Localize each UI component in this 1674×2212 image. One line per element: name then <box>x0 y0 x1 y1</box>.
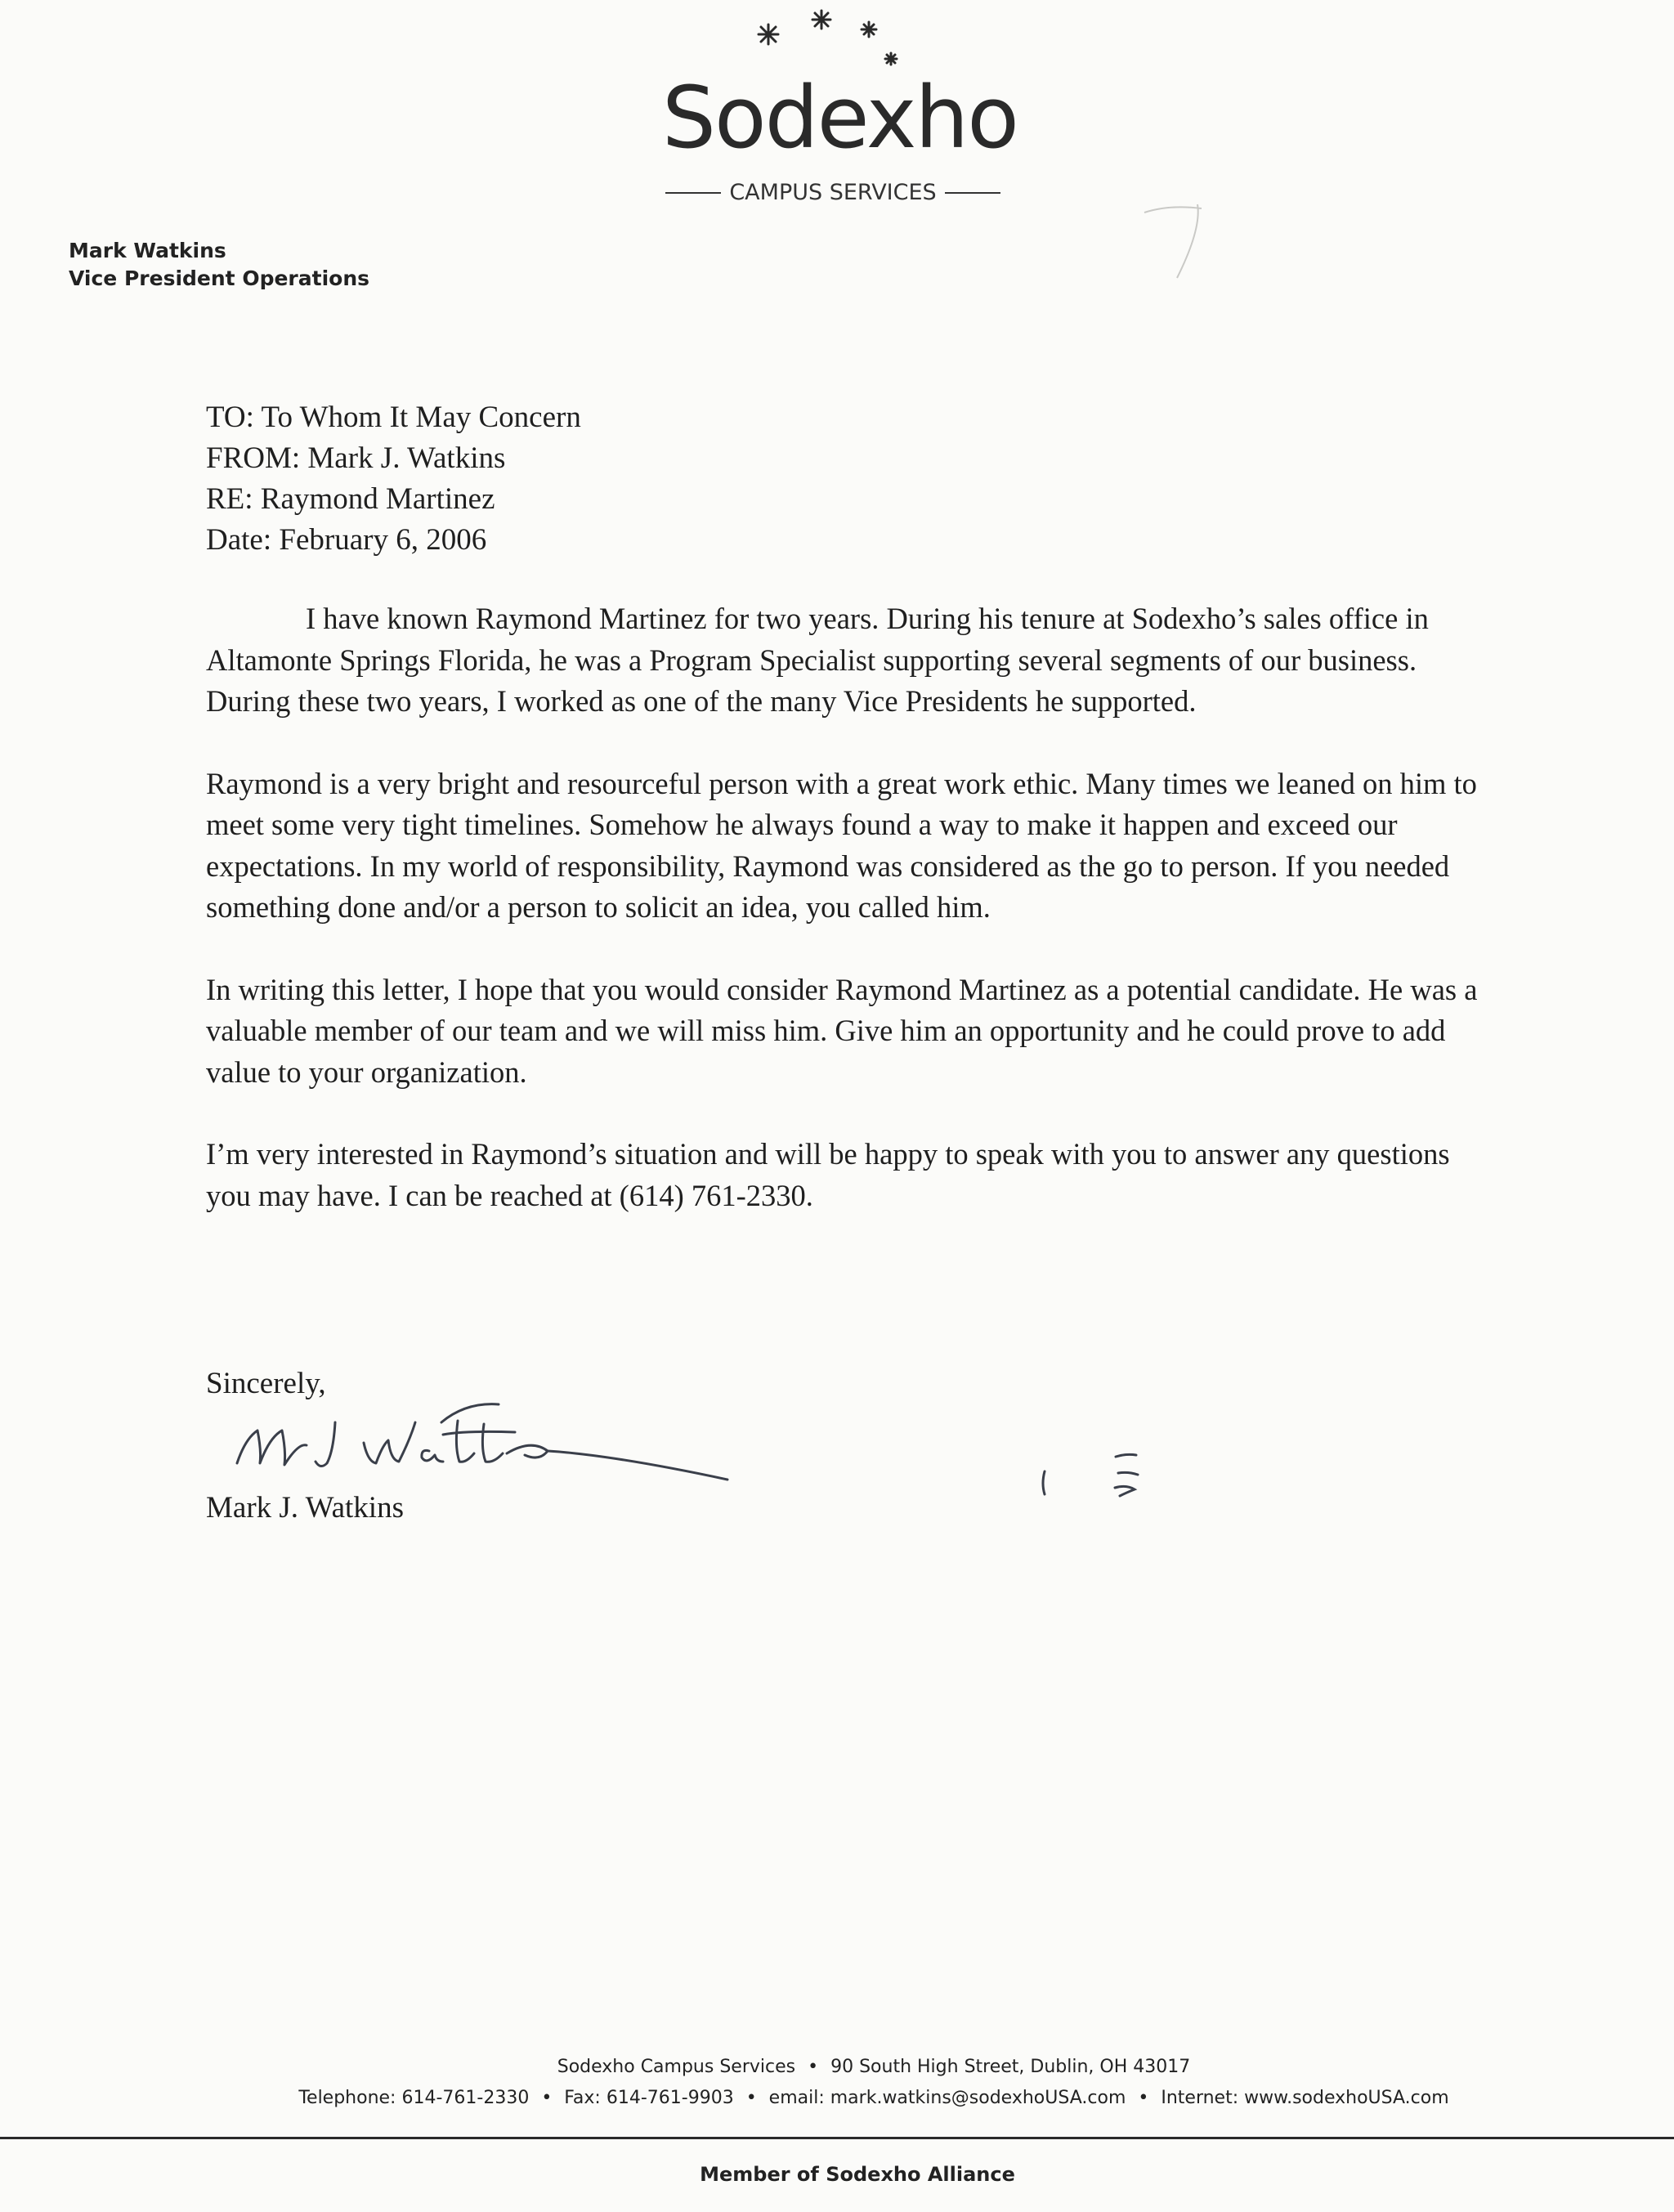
handwritten-signature-icon <box>221 1373 744 1496</box>
footer-contact-line <box>0 2088 1674 2108</box>
footer-member-line: Member of Sodexho Alliance <box>700 2163 1015 2186</box>
memo-to: TO: To Whom It May Concern <box>206 401 581 434</box>
memo-date: Date: February 6, 2006 <box>206 523 487 557</box>
stray-ink-marks-icon <box>1030 1439 1161 1529</box>
body-paragraph-2: Raymond is a very bright and resourceful person with a great work ethic. Many times we leaned on him to meet some very tight timelines. Somehow he always found a way to make it happen and exceed our expectations. In my world of responsibility, Raymond was considered as the go to person. If you needed something done and/or a person to solicit an idea, you called him. <box>206 766 1477 924</box>
memo-header <box>206 397 581 561</box>
logo-wordmark: Sodexho <box>662 68 1018 168</box>
memo-from: FROM: Mark J. Watkins <box>206 441 506 475</box>
footer-address: 90 South High Street, Dublin, OH 43017 <box>830 2057 1191 2077</box>
memo-re: RE: Raymond Martinez <box>206 482 495 516</box>
body-paragraph-1: I have known Raymond Martinez for two years. During his tenure at Sodexho’s sales office in Altamonte Springs Florida, he was a Program Specialist supporting several segments of our business. During these two years, I worked as one of the many Vice Presidents he supported. <box>206 602 1429 718</box>
footer-telephone: Telephone: 614-761-2330 <box>298 2088 530 2108</box>
footer-separator: • <box>808 2057 819 2077</box>
sender-name: Mark Watkins <box>69 239 226 262</box>
sender-title: Vice President Operations <box>69 266 369 290</box>
pencil-scribble-icon <box>1120 172 1251 294</box>
footer-separator: • <box>1138 2088 1149 2108</box>
footer-email: email: mark.watkins@sodexhoUSA.com <box>768 2088 1126 2108</box>
closing-salutation: Sincerely, <box>206 1367 326 1400</box>
footer-company: Sodexho Campus Services <box>557 2057 796 2077</box>
signed-name: Mark J. Watkins <box>206 1491 404 1525</box>
footer-separator: • <box>541 2088 553 2108</box>
footer-internet: Internet: www.sodexhoUSA.com <box>1161 2088 1449 2108</box>
sodexho-logo <box>646 8 1022 204</box>
sender-block <box>69 237 369 293</box>
footer-separator: • <box>745 2088 757 2108</box>
logo-rule-right <box>945 192 1000 194</box>
logo-rule-left <box>665 192 721 194</box>
logo-subtitle-text: CAMPUS SERVICES <box>729 180 937 205</box>
body-paragraph-3: In writing this letter, I hope that you would consider Raymond Martinez as a potential candidate. He was a valuable member of our team and we will miss him. Give him an opportunity and he could prove to add value to your organization. <box>206 972 1478 1089</box>
body-paragraph-4: I’m very interested in Raymond’s situation and will be happy to speak with you to answer any questions you may have. I can be reached at (614) 761-2330. <box>206 1137 1450 1212</box>
letter-body <box>206 598 1497 1257</box>
footer-divider <box>0 2137 1674 2139</box>
footer-fax: Fax: 614-761-9903 <box>564 2088 734 2108</box>
logo-subtitle <box>665 180 1000 205</box>
footer-address-line <box>0 2057 1674 2077</box>
